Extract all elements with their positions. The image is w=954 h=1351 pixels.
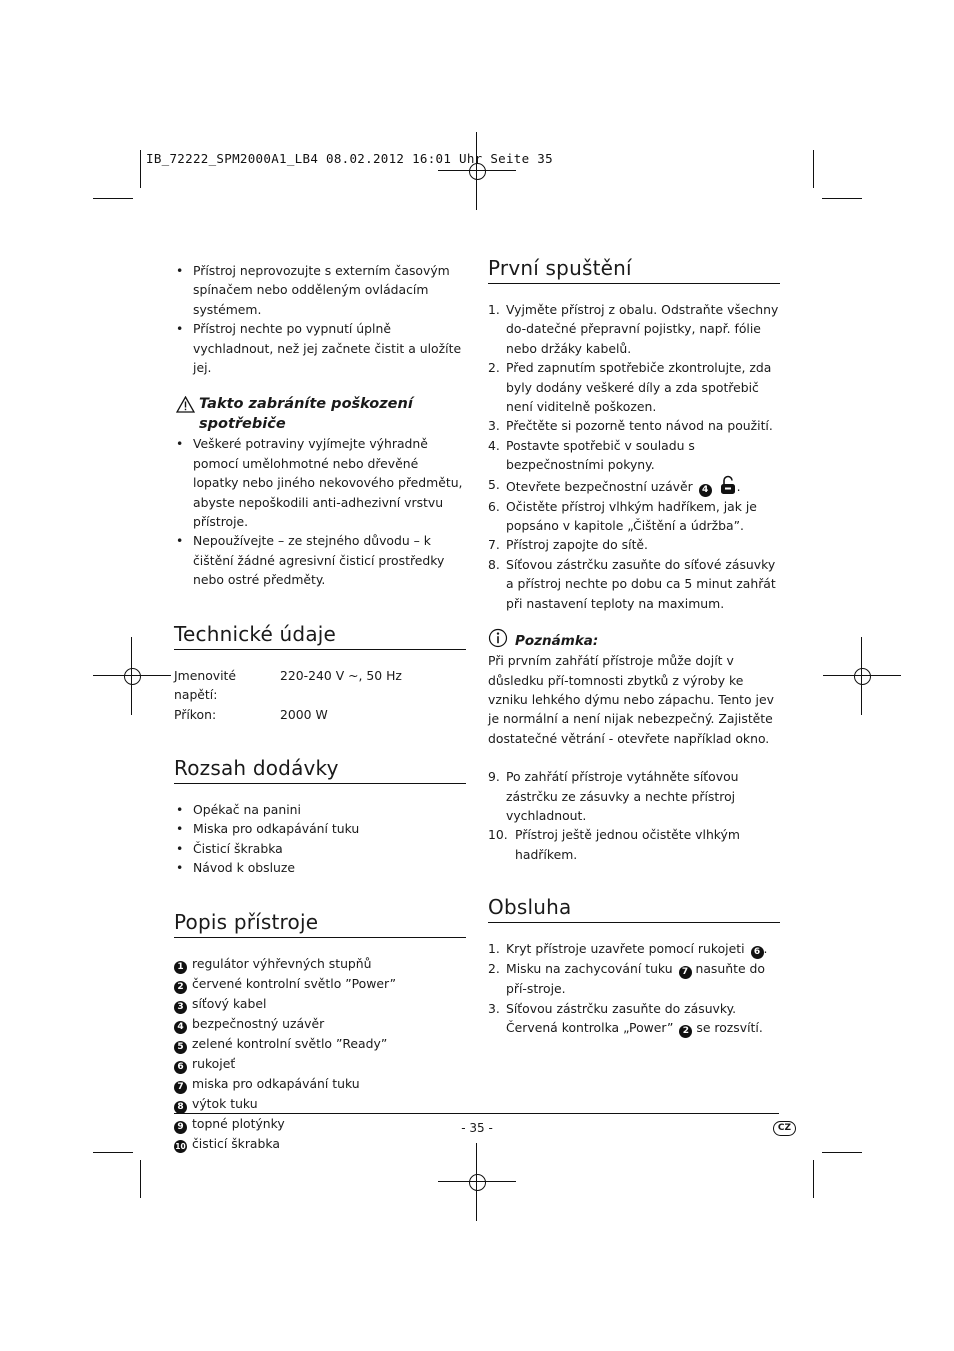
number-badge: 9: [174, 1121, 187, 1134]
number-badge: 4: [174, 1021, 187, 1034]
list-item: • Opékač na panini: [174, 800, 466, 819]
tech-table: [174, 666, 466, 724]
number-badge: 7: [174, 1081, 187, 1094]
damage-heading-line1: Takto zabráníte poškození: [199, 396, 413, 413]
damage-heading-line2: spotřebiče: [199, 416, 286, 433]
list-item: 10. Přístroj ještě jednou očistěte vlhkým hadříkem.: [488, 827, 740, 862]
section-title-operation: Obsluha: [488, 894, 780, 923]
tech-key: Příkon:: [174, 706, 217, 722]
list-item: • Přístroj nechte po vypnutí úplně vychladnout, než jej začnete čistit a uložíte jej.: [174, 319, 466, 377]
part-label: výtok tuku: [192, 1095, 258, 1111]
part-label: topné plotýnky: [192, 1115, 285, 1131]
number-badge: 2: [174, 981, 187, 994]
left-column: [174, 261, 466, 1153]
operation-steps: [488, 939, 780, 1038]
part-label: bezpečnostný uzávěr: [192, 1015, 325, 1031]
number-badge: 6: [751, 946, 764, 959]
part-label: zelené kontrolní světlo ”Ready”: [192, 1035, 388, 1051]
first-use-steps-continued: [488, 767, 780, 864]
list-item: [174, 954, 466, 974]
part-label: regulátor výhřevných stupňů: [192, 955, 372, 971]
number-badge: 7: [679, 966, 692, 979]
part-label: síťový kabel: [192, 995, 267, 1011]
part-label: miska pro odkapávání tuku: [192, 1075, 360, 1091]
list-item: 2. Misku na zachycování tuku 7 nasuňte do pří-stroje.: [488, 961, 765, 997]
part-label: červené kontrolní světlo ”Power”: [192, 975, 397, 991]
footer-rule: [174, 1113, 779, 1114]
number-badge: 5: [174, 1041, 187, 1054]
list-item: 1. Kryt přístroje uzavřete pomocí rukojeti 6 .: [488, 941, 768, 958]
number-badge: 4: [699, 484, 712, 497]
table-row: [174, 705, 466, 724]
list-item: [174, 1114, 466, 1134]
registration-mark-top: [438, 132, 516, 210]
list-item: [174, 994, 466, 1014]
list-item: 5. Otevřete bezpečnostní uzávěr 4 .: [488, 476, 741, 495]
list-item: 8. Síťovou zástrčku zasuňte do síťové zásuvky a přístroj nechte po dobu ca 5 minut zahřát při nastavení teploty na maximum.: [488, 556, 776, 611]
parts-list: [174, 954, 466, 1153]
list-item: • Přístroj neprovozujte s externím časovým spínačem nebo odděleným ovládacím systémem.: [174, 261, 466, 319]
tech-value: 2000 W: [280, 706, 328, 722]
table-row: [174, 666, 466, 705]
warning-triangle-icon: [176, 396, 195, 413]
registration-mark-bottom: [438, 1143, 516, 1221]
note-text: Při prvním zahřátí přístroje může dojít v důsledku pří-tomnosti zbytků z výroby ke vzniku lehkého dýmu nebo zápachu. Tento jev je normální a není nijak nebezpečný. Zajistěte dostatečné větrání - otevřete například okno.: [488, 653, 774, 746]
scope-list: [174, 800, 466, 878]
language-badge: CZ: [773, 1121, 796, 1136]
list-item: [174, 1074, 466, 1094]
list-item: [174, 1134, 466, 1153]
open-lock-icon: [719, 475, 737, 495]
list-item: [174, 1014, 466, 1034]
list-item: 3. Síťovou zástrčku zasuňte do zásuvky. Červená kontrolka „Power” 2 se rozsvítí.: [488, 1000, 763, 1036]
damage-bullets: [174, 434, 466, 589]
print-header: IB_72222_SPM2000A1_LB4 08.02.2012 16:01 Uhr Seite 35: [146, 151, 553, 166]
list-item: • Nepoužívejte – ze stejného důvodu – k čištění žádné agresivní čisticí prostředky nebo ostré předměty.: [174, 531, 466, 589]
list-item: 7. Přístroj zapojte do sítě.: [488, 537, 648, 553]
note-heading-text: Poznámka:: [515, 633, 599, 650]
list-item: 9. Po zahřátí přístroje vytáhněte síťovou zástrčku ze zásuvky a nechte přístroj vychladnout.: [488, 769, 739, 823]
intro-bullets: [174, 261, 466, 377]
list-item: • Návod k obsluze: [174, 858, 466, 877]
list-item: 6. Očistěte přístroj vlhkým hadříkem, jak je popsáno v kapitole „Čištění a údržba”.: [488, 498, 757, 534]
number-badge: 6: [174, 1061, 187, 1074]
number-badge: 3: [174, 1001, 187, 1014]
number-badge: 10: [175, 1141, 186, 1151]
tech-key: Jmenovité napětí:: [174, 667, 237, 703]
part-label: čisticí škrabka: [192, 1135, 280, 1151]
damage-heading: [174, 394, 466, 434]
first-use-steps: [488, 300, 780, 613]
registration-mark-right: [823, 637, 901, 715]
list-item: • Čisticí škrabka: [174, 839, 466, 858]
list-item: [174, 1054, 466, 1074]
list-item: 4. Postavte spotřebič v souladu s bezpečnostními pokyny.: [488, 437, 695, 473]
note-heading: [488, 631, 780, 651]
section-title-scope: Rozsah dodávky: [174, 755, 466, 784]
number-badge: 2: [679, 1025, 692, 1038]
list-item: 1. Vyjměte přístroj z obalu. Odstraňte všechny do-datečné přepravní pojistky, např. fólie nebo držáky kabelů.: [488, 302, 779, 356]
info-icon: [488, 628, 508, 648]
list-item: [174, 974, 466, 994]
page-number: - 35 -: [461, 1121, 493, 1135]
right-column: [488, 255, 780, 1038]
number-badge: 8: [174, 1101, 187, 1114]
section-title-description: Popis přístroje: [174, 909, 466, 938]
list-item: 3. Přečtěte si pozorně tento návod na použití.: [488, 418, 773, 434]
list-item: • Veškeré potraviny vyjímejte výhradně pomocí umělohmotné nebo dřevěné lopatky nebo jiného nekovového předmětu, abyste nepoškodili anti-adhezivní vrstvu přístroje.: [174, 434, 466, 531]
registration-mark-left: [93, 637, 171, 715]
section-title-tech: Technické údaje: [174, 621, 466, 650]
list-item: [174, 1034, 466, 1054]
number-badge: 1: [174, 961, 187, 974]
part-label: rukojeť: [192, 1055, 236, 1071]
list-item: 2. Před zapnutím spotřebiče zkontrolujte, zda byly dodány veškeré díly a zda spotřebič není viditelně poškozen.: [488, 360, 772, 415]
list-item: • Miska pro odkapávání tuku: [174, 819, 466, 838]
section-title-first-use: První spuštění: [488, 255, 780, 284]
tech-value: 220-240 V ~, 50 Hz: [280, 667, 402, 683]
list-item: [174, 1094, 466, 1114]
